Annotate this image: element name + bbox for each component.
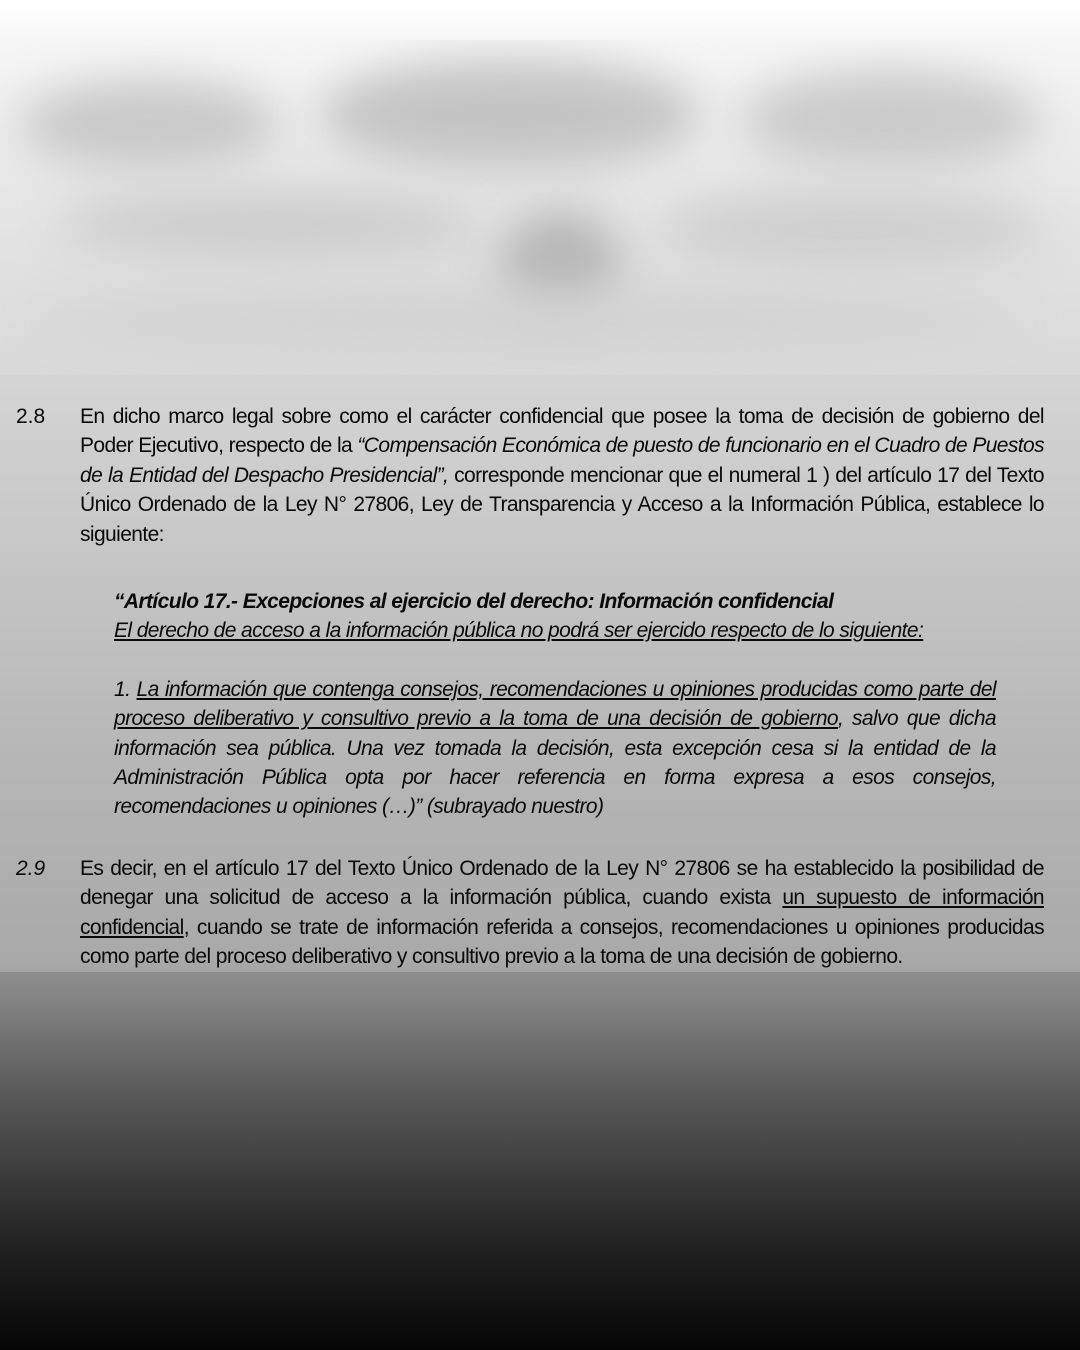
quoted-article-17 [114,587,996,822]
paragraph-2-8 [16,402,1045,549]
article-item-1 [114,675,996,822]
item-number: 1. [114,677,137,701]
paragraph-underlined-text: un supuesto de información confidencial [80,886,1045,939]
paragraph-2-9 [16,854,1045,972]
article-heading: “Artículo 17.- Excepciones al ejercicio del derecho: Información confidencial [114,590,834,614]
blur-blob [740,70,1040,170]
article-subheading [114,616,996,645]
blur-blob [20,80,280,170]
blur-blob [40,290,1020,350]
paragraph-number: 2.9 [16,856,46,880]
article-subheading-text: El derecho de acceso a la información pública no podrá ser ejercido respecto de lo siguiente [114,619,918,643]
paragraph-italic-text: “Compensación Económica de puesto de funcionario en el Cuadro de Puestos de la Entidad del Despacho Presidencial”, [80,434,1045,487]
paragraph-text: , cuando se trate de información referida a consejos, recomendaciones u opiniones producidas como parte del proceso deliberativo y consultivo previo a la toma de una decisión de gobierno. [80,915,1044,969]
blur-blob [320,60,700,170]
paragraph-text: corresponde mencionar que el numeral 1 ) del artículo 17 del Texto Único Ordenado de la Ley N° 27806, Ley de Transparencia y Acceso a la Información Pública, establece lo siguiente: [80,463,1044,546]
paragraph-text: En dicho marco legal sobre como el carácter confidencial que posee la toma de decisión de gobierno del Poder Ejecutivo, respecto de la [80,405,1044,458]
item-underlined-text: La información que contenga consejos, recomendaciones u opiniones producidas como parte del proceso deliberativo y consultivo previo a la toma de una decisión de gobierno [114,677,996,731]
article-subheading-end: : [918,619,924,643]
blurred-redacted-area [0,40,1080,375]
paragraph-number: 2.8 [16,405,46,428]
blur-blob [660,190,1040,270]
bottom-dark-fade [0,972,1080,1350]
blur-blob [60,190,480,260]
document-body [0,402,1080,972]
paragraph-text: Es decir, en el artículo 17 del Texto Único Ordenado de la Ley N° 27806 se ha establecido la posibilidad de denegar una solicitud de acceso a la información pública, cuando exista [80,856,1044,910]
item-text: , salvo que dicha información sea pública. Una vez tomada la decisión, esta excepción cesa si la entidad de la Administración Pública opta por hacer referencia en forma expresa a esos consejos, recomendaciones u opiniones (…)” (subrayado nuestro) [114,707,996,819]
